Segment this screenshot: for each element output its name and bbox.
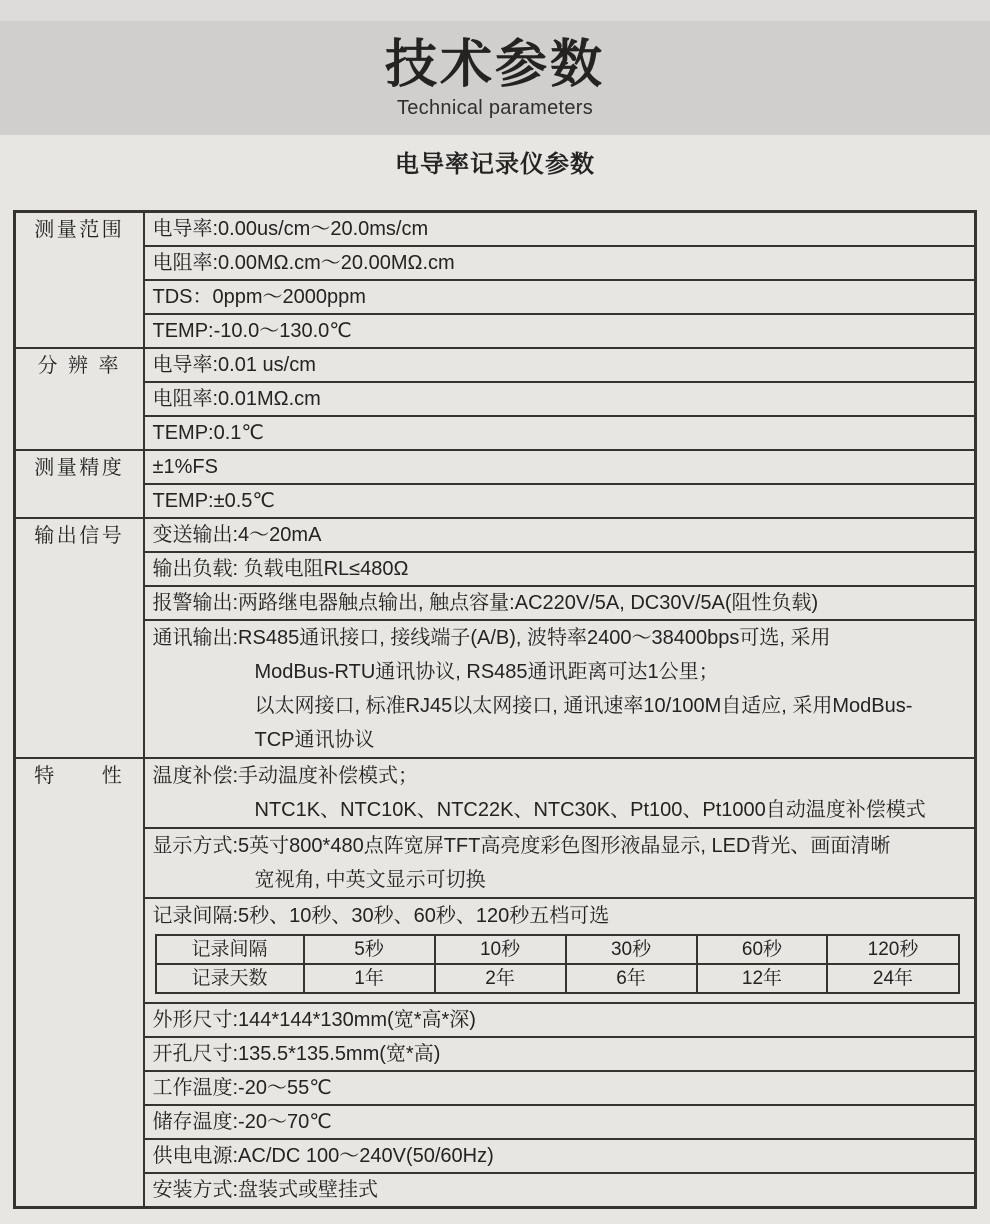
table-row [15,382,976,416]
spec-text-line: 电导率:0.01 us/cm [152,354,316,376]
spec-value-cell [144,484,976,518]
spec-value-cell [144,1071,976,1105]
page-subtitle: Technical parameters [396,96,594,119]
subtable-cell: 6年 [566,964,697,993]
table-row [15,586,976,620]
spec-value-cell [144,314,976,348]
subtable-row-header: 记录间隔 [156,935,304,964]
spec-value-cell [144,552,976,586]
spec-text-line: 供电电源:AC/DC 100～240V(50/60Hz) [152,1145,494,1167]
table-row [15,246,976,280]
subtable-row [156,935,959,964]
table-row [15,552,976,586]
spec-text-line: 温度补偿:手动温度补偿模式； [152,765,419,787]
subtable-cell: 30秒 [566,935,697,964]
group-label: 输出信号 [15,518,144,758]
spec-value-cell [144,518,976,552]
subtable-row-header: 记录天数 [156,964,304,993]
table-row [15,212,976,247]
record-interval-subtable [155,934,960,994]
table-row [15,518,976,552]
table-row [15,620,976,758]
spec-text-line: 记录间隔:5秒、10秒、30秒、60秒、120秒五档可选 [152,905,610,927]
section-title: 电导率记录仪参数 [395,151,595,178]
spec-text-line: 开孔尺寸:135.5*135.5mm(宽*高) [152,1043,441,1065]
table-row [15,1173,976,1208]
table-row [15,484,976,518]
banner [0,21,990,135]
group-label: 测量范围 [15,212,144,349]
spec-value-cell [144,828,976,898]
spec-value-cell [144,450,976,484]
table-row [15,898,976,1003]
spec-value-cell [144,212,976,247]
table-row [15,314,976,348]
spec-value-cell [144,620,976,758]
spec-text-line: TEMP:0.1℃ [152,422,264,444]
table-row [15,1003,976,1037]
subtable-cell: 2年 [435,964,566,993]
spec-text-line: 报警输出:两路继电器触点输出, 触点容量:AC220V/5A, DC30V/5A(阻性负载) [152,592,819,614]
spec-value-cell [144,1003,976,1037]
table-row [15,1105,976,1139]
spec-text-line: 显示方式:5英寸800*480点阵宽屏TFT高亮度彩色图形液晶显示, LED背光、画面清晰 [152,835,891,857]
spec-value-cell [144,586,976,620]
spec-value-cell [144,382,976,416]
subtable-cell: 1年 [304,964,435,993]
table-row [15,1037,976,1071]
table-row [15,450,976,484]
spec-table-body [15,212,976,1208]
subtable-cell: 24年 [827,964,958,993]
table-row [15,416,976,450]
page-title: 技术参数 [384,36,605,95]
spec-text-line: 外形尺寸:144*144*130mm(宽*高*深) [152,1009,476,1031]
spec-value-cell [144,1173,976,1208]
spec-value-cell [144,348,976,382]
spec-value-cell [144,1139,976,1173]
subtable-cell: 120秒 [827,935,958,964]
group-label: 分 辨 率 [15,348,144,450]
subtable-cell: 10秒 [435,935,566,964]
spec-table [13,210,977,1209]
spec-value-cell [144,758,976,828]
spec-value-cell [144,898,976,1003]
top-strip [0,0,990,21]
spec-text-line: ±1%FS [152,456,218,478]
spec-text-line: TDS：0ppm～2000ppm [152,286,366,308]
spec-text-line: TCP通讯协议 [254,729,375,751]
spec-text-line: ModBus-RTU通讯协议, RS485通讯距离可达1公里； [254,661,719,683]
spec-value-cell [144,416,976,450]
spec-table-wrapper [13,210,977,1209]
spec-text-line: 电导率:0.00us/cm～20.0ms/cm [152,218,429,240]
spec-text-line: 宽视角, 中英文显示可切换 [254,869,486,891]
spec-text-line: 以太网接口, 标准RJ45以太网接口, 通讯速率10/100M自适应, 采用ModBus- [254,695,913,717]
spec-value-cell [144,280,976,314]
spec-value-cell [144,246,976,280]
spec-text-line: NTC1K、NTC10K、NTC22K、NTC30K、Pt100、Pt1000自动温度补偿模式 [254,799,926,821]
table-row [15,280,976,314]
spec-text-line: 储存温度:-20～70℃ [152,1111,332,1133]
table-row [15,828,976,898]
spec-value-cell [144,1037,976,1071]
group-label: 特 性 [15,758,144,1208]
subtable-row [156,964,959,993]
subtable-cell: 60秒 [697,935,828,964]
spec-text-line: TEMP:±0.5℃ [152,490,275,512]
table-row [15,348,976,382]
group-label: 测量精度 [15,450,144,518]
spec-text-line: 输出负载: 负载电阻RL≤480Ω [152,558,409,580]
spec-text-line: 通讯输出:RS485通讯接口, 接线端子(A/B), 波特率2400～38400bps可选, 采用 [152,627,831,649]
subtable-cell: 12年 [697,964,828,993]
spec-text-line: 变送输出:4～20mA [152,524,322,546]
table-row [15,758,976,828]
spec-text-line: 安装方式:盘装式或壁挂式 [152,1179,379,1201]
subtable-cell: 5秒 [304,935,435,964]
table-row [15,1139,976,1173]
spec-value-cell [144,1105,976,1139]
table-row [15,1071,976,1105]
spec-text-line: 电阻率:0.00MΩ.cm～20.00MΩ.cm [152,252,455,274]
spec-text-line: 工作温度:-20～55℃ [152,1077,332,1099]
spec-text-line: 电阻率:0.01MΩ.cm [152,388,321,410]
spec-text-line: TEMP:-10.0～130.0℃ [152,320,352,342]
